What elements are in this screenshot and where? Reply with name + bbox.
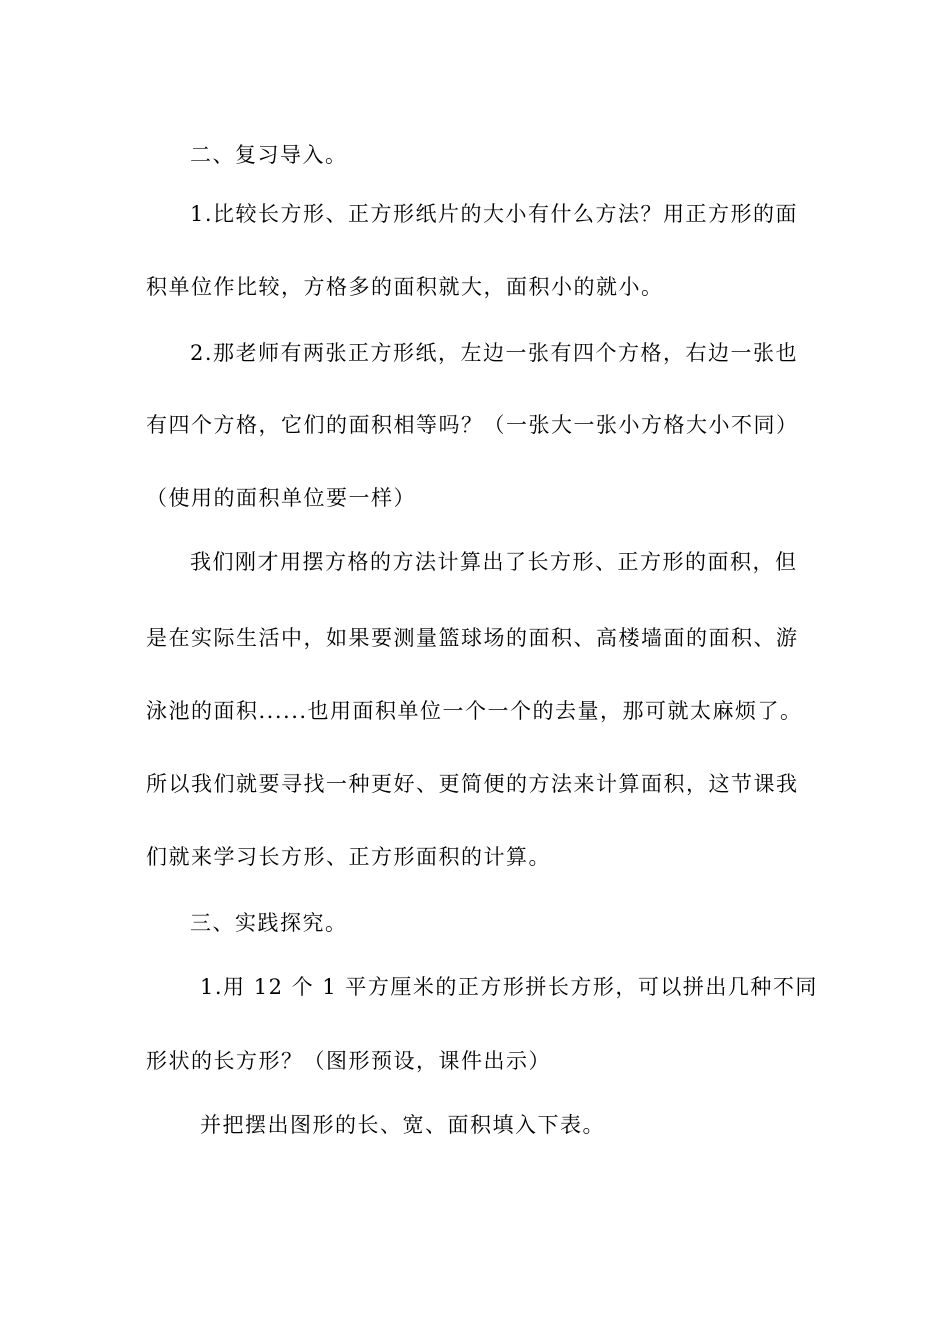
- paragraph-line: 所以我们就要寻找一种更好、更简便的方法来计算面积，这节课我: [146, 772, 799, 796]
- paragraph-line: 积单位作比较，方格多的面积就大，面积小的就小。: [146, 275, 664, 299]
- paragraph-line: 1.用 12 个 1 平方厘米的正方形拼长方形，可以拼出几种不同: [200, 975, 818, 999]
- paragraph-line: 形状的长方形？（图形预设，课件出示）: [146, 1049, 551, 1073]
- paragraph-line: 并把摆出图形的长、宽、面积填入下表。: [200, 1113, 605, 1137]
- paragraph-line: 们就来学习长方形、正方形面积的计算。: [146, 845, 551, 869]
- paragraph-line: 2.那老师有两张正方形纸，左边一张有四个方格，右边一张也: [190, 341, 799, 365]
- paragraph-line: 1.比较长方形、正方形纸片的大小有什么方法？用正方形的面: [190, 202, 799, 226]
- paragraph-line: 我们刚才用摆方格的方法计算出了长方形、正方形的面积，但: [190, 550, 798, 574]
- paragraph-line: （使用的面积单位要一样）: [146, 486, 416, 510]
- paragraph-line: 泳池的面积......也用面积单位一个一个的去量，那可就太麻烦了。: [146, 699, 803, 723]
- section-heading-review: 二、复习导入。: [190, 143, 348, 167]
- section-heading-practice: 三、实践探究。: [190, 911, 348, 935]
- paragraph-line: 有四个方格，它们的面积相等吗？（一张大一张小方格大小不同）: [146, 413, 799, 437]
- paragraph-line: 是在实际生活中，如果要测量篮球场的面积、高楼墙面的面积、游: [146, 626, 799, 650]
